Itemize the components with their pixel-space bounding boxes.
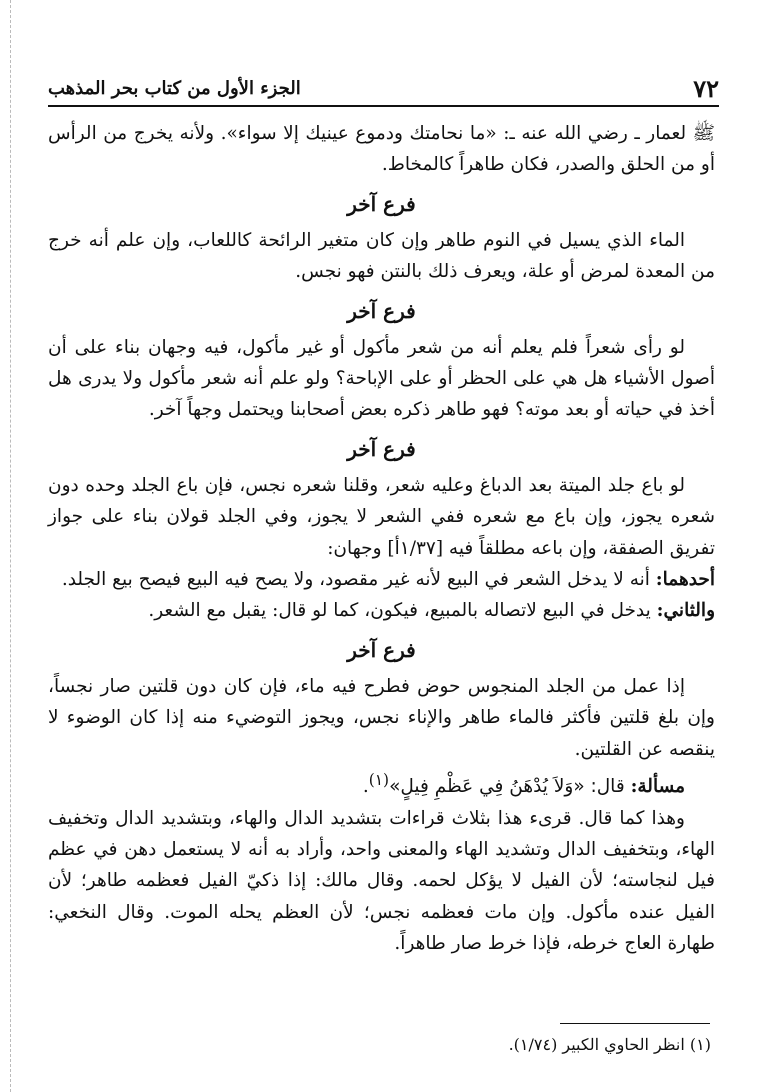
running-header bbox=[48, 76, 719, 102]
quoted-text: قال: «وَلاَ يُدْهَنُ فِي عَظْمِ فِيلٍ» bbox=[389, 776, 631, 798]
paragraph-end: . bbox=[362, 776, 369, 798]
paragraph: إذا عمل من الجلد المنجوس حوض فطرح فيه ماء، فإن كان دون قلتين صار نجساً، وإن بلغ قلتين فأكثر فالماء طاهر والإناء نجس، ويجوز التوضيء منه إذا كان الوضوء لا ينقصه عن القلتين. bbox=[48, 675, 715, 760]
header-rule bbox=[48, 105, 719, 107]
paragraph bbox=[48, 564, 715, 595]
page-number: ٧٢ bbox=[693, 74, 719, 103]
paragraph: لو باع جلد الميتة بعد الدباغ وعليه شعر، وقلنا شعره نجس، فإن باع الجلد وحده دون شعره يجوز، وإن باع مع شعره ففي الشعر لا يجوز، وفي الجلد قولان بناء على جواز تفريق الصفقة، وإن باعه مطلقاً فيه [١/٣٧أ] وجهان: bbox=[48, 474, 715, 559]
paragraph-text: يدخل في البيع لاتصاله بالمبيع، فيكون، كما لو قال: يقبل مع الشعر. bbox=[148, 600, 657, 622]
paragraph-text: أنه لا يدخل الشعر في البيع لأنه غير مقصود، ولا يصح فيه البيع فيصح بيع الجلد. bbox=[61, 569, 656, 591]
paragraph-lead: والثاني: bbox=[656, 600, 715, 622]
footnote-rule bbox=[560, 1023, 710, 1024]
paragraph: الماء الذي يسيل في النوم طاهر وإن كان متغير الرائحة كاللعاب، وإن علم أنه خرج من المعدة لمرض أو علة، ويعرف ذلك بالنتن فهو نجس. bbox=[48, 229, 715, 283]
paragraph bbox=[48, 595, 715, 626]
footnote-reference: (١) bbox=[368, 771, 390, 790]
paragraph-lead: مسألة: bbox=[630, 776, 685, 798]
section-heading: فرع آخر bbox=[347, 191, 416, 216]
running-title: الجزء الأول من كتاب بحر المذهب bbox=[48, 78, 301, 99]
section-heading: فرع آخر bbox=[347, 298, 416, 323]
paragraph: ﷺ لعمار ـ رضي الله عنه ـ: «ما نحامتك ودموع عينيك إلا سواء». ولأنه يخرج من الرأس أو من الحلق والصدر، فكان طاهراً كالمخاط. bbox=[48, 123, 715, 176]
paragraph bbox=[48, 765, 715, 803]
paragraph: وهذا كما قال. قرىء هذا بثلاث قراءات بتشديد الدال والهاء، وبتشديد الدال وتخفيف الهاء، وبتخفيف الدال وتشديد الهاء والمعنى واحد، وأراد به أنه لا يستعمل دهن في عظم فيل لنجاسته؛ لأن الفيل لا يؤكل لحمه. وقال مالك: إذا ذكيّ الفيل فعظمه طاهر؛ لأن الفيل عنده مأكول. وإن مات فعظمه نجس؛ لأن العظم يحله الموت. وقال النخعي: طهارة العاج خرطه، فإذا خرط صار طاهراً. bbox=[48, 807, 715, 955]
main-text bbox=[48, 118, 715, 960]
footnote: (١) انظر الحاوي الكبير (١/٧٤). bbox=[508, 1035, 711, 1054]
paragraph: لو رأى شعراً فلم يعلم أنه من شعر مأكول أو غير مأكول، فيه وجهان بناء على أن أصول الأشياء هل هي على الحظر أو على الإباحة؟ ولو علم أنه شعر مأكول ولا يدرى هل أخذ في حياته أو بعد موته؟ فهو طاهر ذكره بعض أصحابنا ويحتمل وجهاً آخر. bbox=[48, 336, 715, 421]
paragraph-lead: أحدهما: bbox=[655, 569, 715, 591]
page-edge-line bbox=[10, 0, 11, 1092]
section-heading: فرع آخر bbox=[347, 637, 416, 662]
section-heading: فرع آخر bbox=[347, 436, 416, 461]
